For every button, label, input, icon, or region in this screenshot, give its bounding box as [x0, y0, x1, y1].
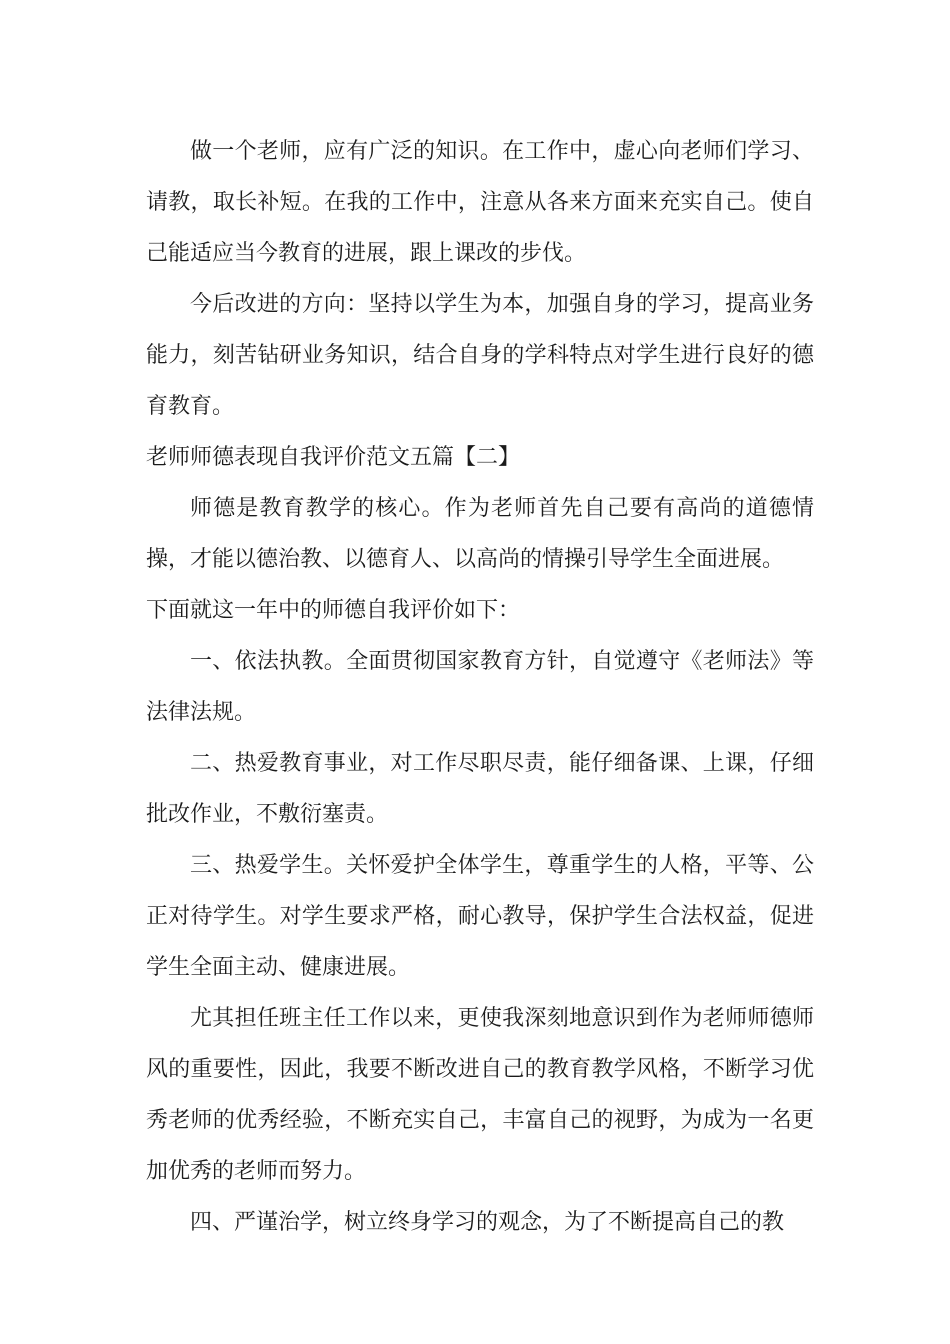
paragraph-evaluation-intro: 下面就这一年中的师德自我评价如下：	[146, 598, 521, 623]
paragraph-improvement-direction: 今后改进的方向：坚持以学生为本，加强自身的学习，提高业务能力，刻苦钻研业务知识，结合自身的学科特点对学生进行良好的德育教育。	[146, 292, 814, 419]
paragraph-point-one: 一、依法执教。全面贯彻国家教育方针，自觉遵守《老师法》等法律法规。	[146, 649, 814, 725]
document-page	[146, 126, 814, 1248]
section-title: 老师师德表现自我评价范文五篇【二】	[146, 445, 521, 470]
paragraph-knowledge: 做一个老师，应有广泛的知识。在工作中，虚心向老师们学习、请教，取长补短。在我的工作中，注意从各来方面来充实自己。使自己能适应当今教育的进展，跟上课改的步伐。	[146, 139, 814, 266]
paragraph-point-three: 三、热爱学生。关怀爱护全体学生，尊重学生的人格，平等、公正对待学生。对学生要求严格，耐心教导，保护学生合法权益，促进学生全面主动、健康进展。	[146, 853, 814, 980]
paragraph-class-teacher: 尤其担任班主任工作以来，更使我深刻地意识到作为老师师德师风的重要性，因此，我要不断改进自己的教育教学风格，不断学习优秀老师的优秀经验，不断充实自己，丰富自己的视野，为成为一名更加优秀的老师而努力。	[146, 1006, 814, 1184]
paragraph-ethics-core: 师德是教育教学的核心。作为老师首先自己要有高尚的道德情操，才能以德治教、以德育人、以高尚的情操引导学生全面进展。	[146, 496, 814, 572]
paragraph-point-four: 四、严谨治学，树立终身学习的观念，为了不断提高自己的教	[190, 1210, 785, 1235]
paragraph-point-two: 二、热爱教育事业，对工作尽职尽责，能仔细备课、上课，仔细批改作业，不敷衍塞责。	[146, 751, 814, 827]
